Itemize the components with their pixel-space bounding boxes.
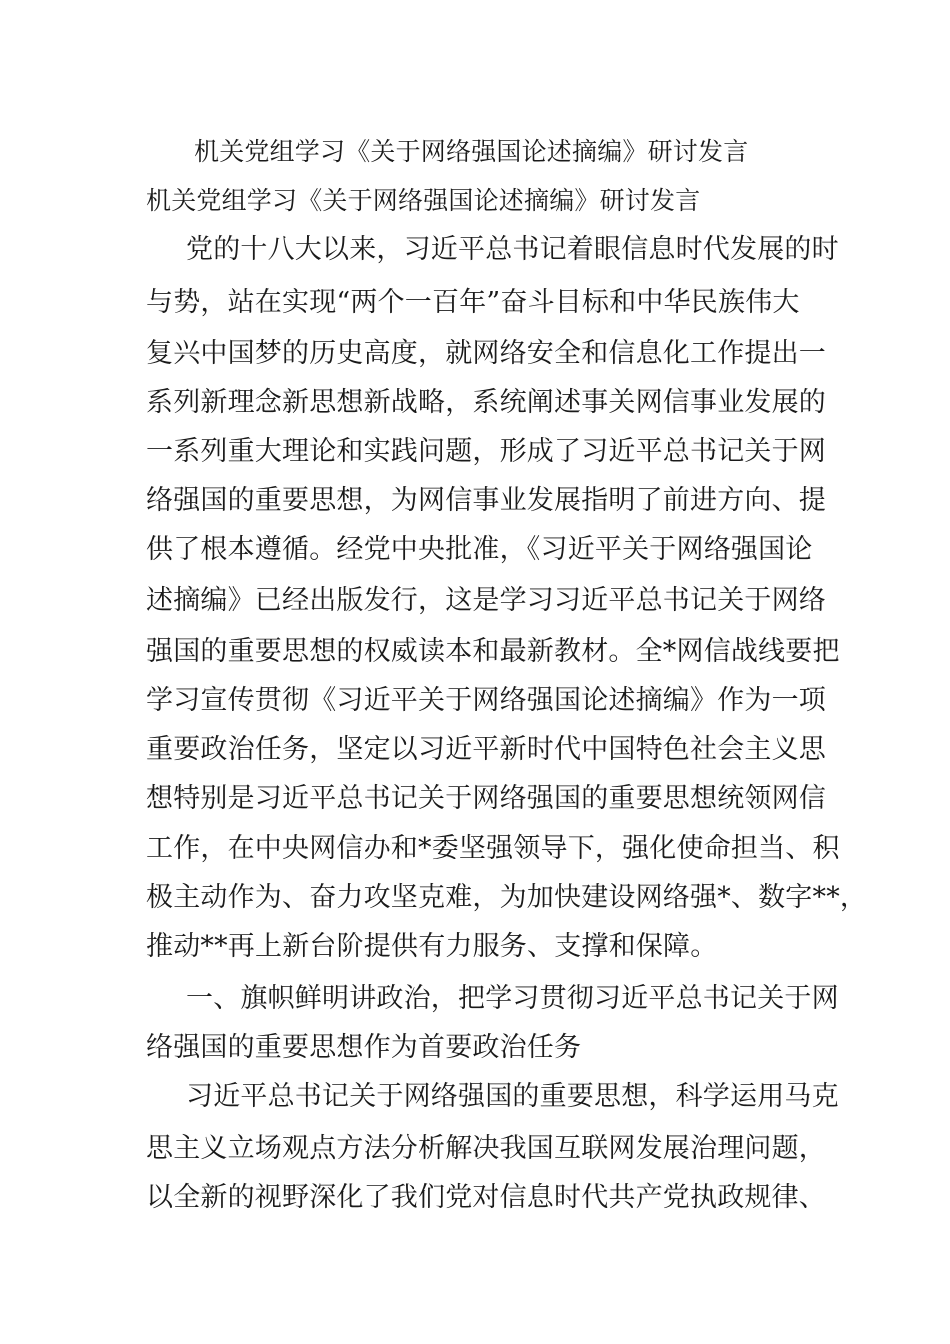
body-line-9: 强国的重要思想的权威读本和最新教材。全*网信战线要把 — [146, 636, 840, 667]
body-line-4: 系列新理念新思想新战略，系统阐述事关网信事业发展的 — [146, 387, 826, 418]
body-line-8: 述摘编》已经出版发行，这是学习习近平总书记关于网络 — [146, 585, 826, 616]
body-line-7: 供了根本遵循。经党中央批准，《习近平关于网络强国论 — [146, 534, 813, 565]
section-heading-line-2: 络强国的重要思想作为首要政治任务 — [146, 1032, 582, 1063]
body-line-1: 党的十八大以来，习近平总书记着眼信息时代发展的时 — [186, 234, 839, 265]
body-line-15: 推动**再上新台阶提供有力服务、支撑和保障。 — [146, 931, 718, 962]
body-line-5: 一系列重大理论和实践问题，形成了习近平总书记关于网 — [146, 436, 826, 467]
document-title-repeat: 机关党组学习《关于网络强国论述摘编》研讨发言 — [146, 186, 701, 215]
body-line-10: 学习宣传贯彻《习近平关于网络强国论述摘编》作为一项 — [146, 685, 826, 716]
body-line-6: 络强国的重要思想，为网信事业发展指明了前进方向、提 — [146, 485, 826, 516]
body-line-14: 极主动作为、奋力攻坚克难，为加快建设网络强*、数字**， — [146, 882, 868, 913]
body-line-16: 习近平总书记关于网络强国的重要思想，科学运用马克 — [186, 1081, 839, 1112]
body-line-17: 思主义立场观点方法分析解决我国互联网发展治理问题， — [146, 1133, 826, 1164]
document-title: 机关党组学习《关于网络强国论述摘编》研讨发言 — [194, 137, 749, 166]
body-line-3: 复兴中国梦的历史高度，就网络安全和信息化工作提出一 — [146, 338, 826, 369]
body-line-2: 与势，站在实现“两个一百年”奋斗目标和中华民族伟大 — [146, 287, 800, 318]
section-heading-line-1: 一、旗帜鲜明讲政治，把学习贯彻习近平总书记关于网 — [186, 983, 839, 1014]
body-line-11: 重要政治任务，坚定以习近平新时代中国特色社会主义思 — [146, 734, 826, 765]
body-line-18: 以全新的视野深化了我们党对信息时代共产党执政规律、 — [146, 1182, 826, 1213]
body-line-13: 工作，在中央网信办和*委坚强领导下，强化使命担当、积 — [146, 833, 840, 864]
body-line-12: 想特别是习近平总书记关于网络强国的重要思想统领网信 — [146, 783, 826, 814]
